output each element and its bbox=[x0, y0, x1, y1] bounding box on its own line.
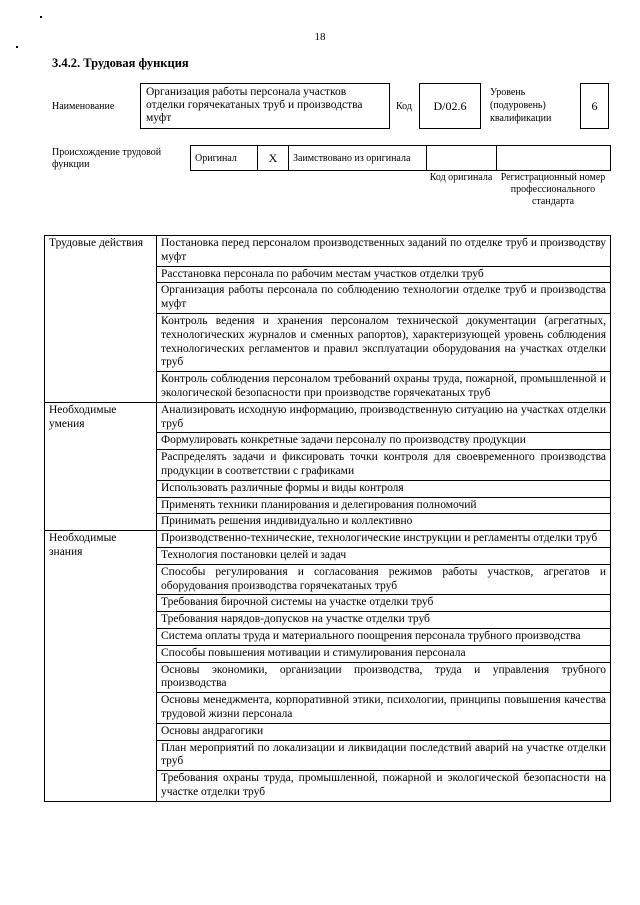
function-name-box: Организация работы персонала участков отделки горячекатаных труб и производства муфт bbox=[140, 83, 390, 129]
table-cell: Формулировать конкретные задачи персоналу по производству продукции bbox=[157, 433, 611, 450]
section-category: Трудовые действия bbox=[45, 236, 157, 403]
table-cell: Основы экономики, организации производства, труда и управления трубного производства bbox=[157, 662, 611, 693]
table-cell: Контроль ведения и хранения персоналом технической документации (агрегатных, технологических журналов и сменных рапортов), характеризующей уровень соблюдения технологических регламентов и правил эксплуатации оборудования на участках отделки труб bbox=[157, 313, 611, 371]
table-cell: Использовать различные формы и виды контроля bbox=[157, 480, 611, 497]
table-cell: Производственно-технические, технологические инструкции и регламенты отделки труб bbox=[157, 531, 611, 548]
table-cell: Принимать решения индивидуально и коллективно bbox=[157, 514, 611, 531]
origin-label: Происхождение трудовой функции bbox=[52, 147, 162, 170]
code-original-caption: Код оригинала bbox=[429, 172, 493, 183]
table-row bbox=[45, 531, 611, 548]
original-mark: X bbox=[258, 146, 289, 171]
table-cell: Постановка перед персоналом производственных заданий по отделке труб и производству муфт bbox=[157, 236, 611, 267]
table-row bbox=[45, 236, 611, 267]
table-cell: Способы регулирования и согласования режимов работы участков, агрегатов и оборудования производства горячекатаных труб bbox=[157, 564, 611, 595]
table-cell: Требования охраны труда, промышленной, пожарной и экологической безопасности на участке отделки труб bbox=[157, 771, 611, 802]
reg-number-caption: Регистрационный номер профессионального стандарта bbox=[500, 172, 606, 207]
original-label: Оригинал bbox=[191, 146, 258, 171]
table-cell: План мероприятий по локализации и ликвидации последствий аварий на участке отделки труб bbox=[157, 740, 611, 771]
table-cell: Распределять задачи и фиксировать точки контроля для своевременного производства продукции в соответствии с графиками bbox=[157, 450, 611, 481]
scan-dot bbox=[16, 46, 18, 48]
table-cell: Основы андрагогики bbox=[157, 723, 611, 740]
table-cell: Технология постановки целей и задач bbox=[157, 547, 611, 564]
code-value-box: D/02.6 bbox=[419, 83, 481, 129]
table-cell: Способы повышения мотивации и стимулирования персонала bbox=[157, 645, 611, 662]
code-original-cell bbox=[427, 146, 497, 171]
reg-number-cell bbox=[497, 146, 611, 171]
table-cell: Основы менеджмента, корпоративной этики, психологии, принципы повышения качества трудовой жизни персонала bbox=[157, 693, 611, 724]
section-category: Необходимые умения bbox=[45, 402, 157, 530]
table-cell: Организация работы персонала по соблюдению технологии отделке труб и производства муфт bbox=[157, 283, 611, 314]
scan-dot bbox=[40, 16, 42, 18]
table-cell: Анализировать исходную информацию, производственную ситуацию на участках отделки труб bbox=[157, 402, 611, 433]
function-table bbox=[44, 235, 611, 802]
name-label: Наименование bbox=[52, 101, 115, 112]
section-title: 3.4.2. Трудовая функция bbox=[52, 56, 189, 70]
code-label: Код bbox=[396, 101, 412, 112]
level-value-box: 6 bbox=[580, 83, 609, 129]
table-cell: Применять техники планирования и делегирования полномочий bbox=[157, 497, 611, 514]
table-cell: Система оплаты труда и материального поощрения персонала трубного производства bbox=[157, 628, 611, 645]
page-number: 18 bbox=[314, 31, 326, 43]
table-cell: Требования нарядов-допусков на участке отделки труб bbox=[157, 612, 611, 629]
table-cell: Расстановка персонала по рабочим местам участков отделки труб bbox=[157, 266, 611, 283]
origin-table bbox=[190, 145, 611, 171]
level-label: Уровень (подуровень) квалификации bbox=[490, 87, 552, 124]
table-row bbox=[45, 402, 611, 433]
table-cell: Требования бирочной системы на участке отделки труб bbox=[157, 595, 611, 612]
table-cell: Контроль соблюдения персоналом требований охраны труда, пожарной, промышленной и экологической безопасности при производстве горячекатаных труб bbox=[157, 372, 611, 403]
section-category: Необходимые знания bbox=[45, 531, 157, 802]
borrowed-label: Заимствовано из оригинала bbox=[289, 146, 427, 171]
